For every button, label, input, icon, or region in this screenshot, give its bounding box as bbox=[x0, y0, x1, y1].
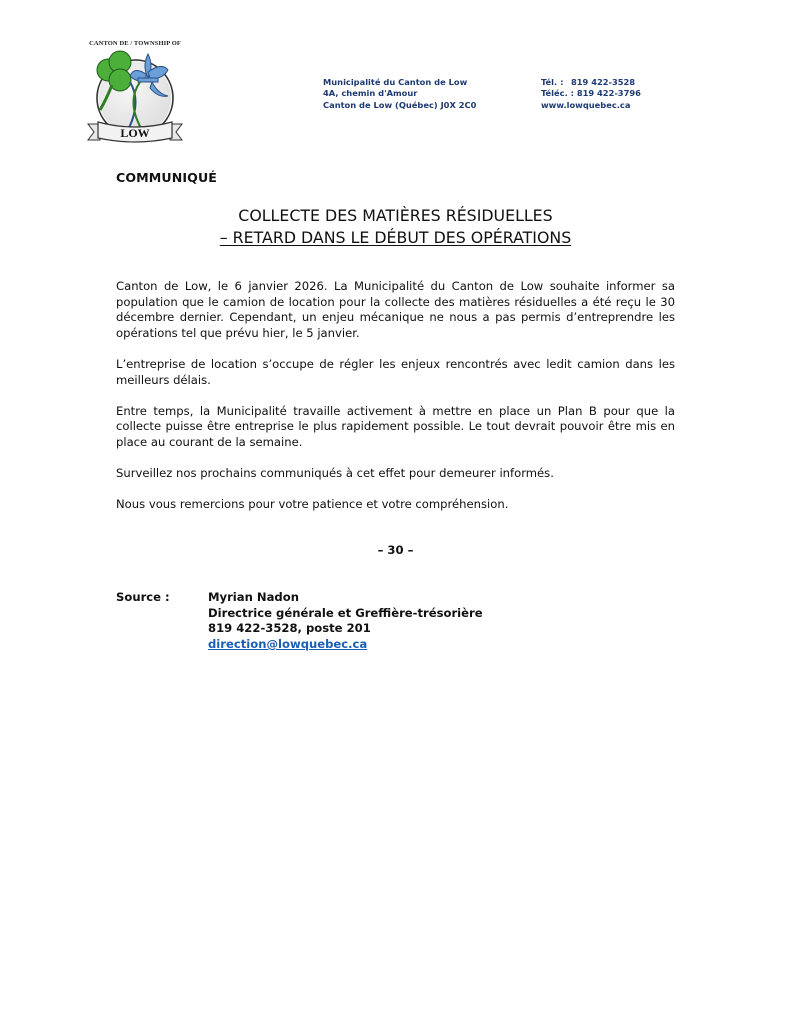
paragraph: Canton de Low, le 6 janvier 2026. La Municipalité du Canton de Low souhaite informer sa population que le camion de location pour la collecte des matières résiduelles a été reçu le 30 décembre dernier. Cependant, un enjeu mécanique ne nous a pas permis d’entreprendre les opérations tel que prévu hier, le 5 janvier. bbox=[116, 279, 675, 340]
body-text bbox=[116, 279, 675, 529]
logo-caption: CANTON DE / TOWNSHIP OF bbox=[89, 40, 181, 47]
fax-value: 819 422-3796 bbox=[576, 88, 641, 99]
source-email-link[interactable]: direction@lowquebec.ca bbox=[208, 636, 368, 651]
title-line-2: – RETARD DANS LE DÉBUT DES OPÉRATIONS bbox=[219, 228, 572, 247]
source-block bbox=[208, 590, 483, 652]
source-phone: 819 422-3528, poste 201 bbox=[208, 621, 371, 636]
phone-block bbox=[541, 77, 641, 111]
source-role: Directrice générale et Greffière-trésorière bbox=[208, 605, 483, 620]
paragraph: Surveillez nos prochains communiqués à cet effet pour demeurer informés. bbox=[116, 466, 554, 481]
municipality-name: Municipalité du Canton de Low bbox=[323, 77, 468, 87]
paragraph: Nous vous remercions pour votre patience et votre compréhension. bbox=[116, 497, 509, 512]
title-line-1: COLLECTE DES MATIÈRES RÉSIDUELLES bbox=[238, 206, 553, 225]
source-label: Source : bbox=[116, 590, 170, 604]
tel-value: 819 422-3528 bbox=[571, 77, 636, 87]
fax-line bbox=[541, 88, 641, 99]
paragraph: Entre temps, la Municipalité travaille activement à mettre en place un Plan B pour que la collecte puisse être entreprise le plus rapidement possible. Le tout devrait pouvoir être mis en place au courant de la semaine. bbox=[116, 403, 675, 449]
source-name: Myrian Nadon bbox=[208, 590, 299, 604]
website-link[interactable]: www.lowquebec.ca bbox=[541, 99, 631, 110]
address-block bbox=[323, 77, 476, 111]
street-address: 4A, chemin d'Amour bbox=[323, 88, 418, 99]
paragraph: L’entreprise de location s’occupe de régler les enjeux rencontrés avec ledit camion dans les meilleurs délais. bbox=[116, 356, 675, 387]
document-title bbox=[116, 205, 675, 249]
end-mark: – 30 – bbox=[377, 543, 414, 557]
tel-line bbox=[541, 77, 641, 88]
communique-label: COMMUNIQUÉ bbox=[116, 170, 217, 185]
fax-label: Téléc. : bbox=[541, 88, 574, 99]
logo-banner-text: LOW bbox=[120, 126, 150, 140]
city-postal: Canton de Low (Québec) J0X 2C0 bbox=[323, 99, 477, 110]
tel-label: Tél. : bbox=[541, 77, 564, 87]
